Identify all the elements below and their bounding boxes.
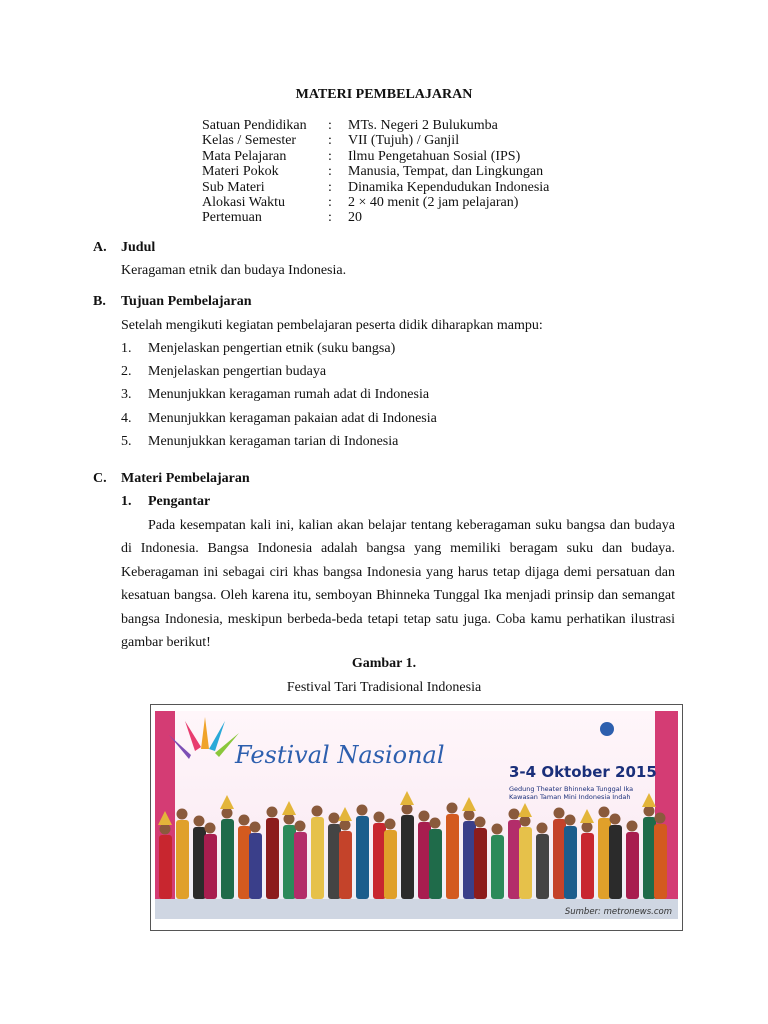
headdress bbox=[580, 809, 594, 823]
section-letter: A. bbox=[93, 240, 107, 255]
section-b-heading bbox=[93, 294, 252, 310]
list-item bbox=[121, 385, 437, 408]
dancer-head bbox=[177, 809, 188, 820]
list-item bbox=[121, 362, 437, 385]
meta-row bbox=[202, 210, 549, 225]
dancer-head bbox=[599, 807, 610, 818]
dancer-figure bbox=[294, 832, 307, 899]
headdress bbox=[462, 797, 476, 811]
feather-decoration-icon bbox=[169, 717, 239, 759]
dancer-figure bbox=[519, 827, 532, 899]
dancer-head bbox=[357, 805, 368, 816]
list-number: 2. bbox=[121, 364, 132, 380]
subsection-heading bbox=[121, 494, 210, 510]
meta-value: VII (Tujuh) / Ganjil bbox=[348, 133, 460, 149]
section-title: Judul bbox=[121, 240, 156, 255]
meta-separator: : bbox=[328, 210, 332, 226]
banner-venue bbox=[509, 785, 669, 801]
dancer-head bbox=[329, 813, 340, 824]
meta-value: MTs. Negeri 2 Bulukumba bbox=[348, 118, 498, 133]
dancer-figure bbox=[204, 834, 217, 899]
crowd-of-dancers-icon bbox=[158, 791, 667, 899]
dancer-figure bbox=[609, 825, 622, 899]
dancer-head bbox=[295, 821, 306, 832]
dancer-head bbox=[627, 821, 638, 832]
meta-key: Sub Materi bbox=[202, 179, 265, 195]
meta-value: 2 × 40 menit (2 jam pelajaran) bbox=[348, 194, 519, 210]
dancer-figure bbox=[401, 815, 414, 899]
dancer-head bbox=[267, 807, 278, 818]
dancer-head bbox=[374, 812, 385, 823]
festival-photo bbox=[150, 704, 683, 931]
section-letter: C. bbox=[93, 471, 107, 486]
list-number: 5. bbox=[121, 433, 132, 449]
section-a-text: Keragaman etnik dan budaya Indonesia. bbox=[121, 263, 347, 278]
dancer-figure bbox=[339, 831, 352, 899]
list-number: 3. bbox=[121, 387, 132, 403]
dancer-figure bbox=[654, 824, 667, 899]
list-number: 4. bbox=[121, 410, 132, 426]
dancer-head bbox=[385, 819, 396, 830]
dancer-figure bbox=[536, 834, 549, 899]
objectives-list bbox=[121, 339, 437, 455]
dancer-figure bbox=[249, 833, 262, 899]
photo-source: Sumber: metronews.com bbox=[564, 907, 672, 917]
headdress bbox=[282, 801, 296, 815]
dancer-figure bbox=[221, 819, 234, 899]
dancer-head bbox=[509, 809, 520, 820]
banner-venue-line: Kawasan Taman Mini Indonesia Indah bbox=[509, 793, 631, 801]
section-a-heading bbox=[93, 240, 155, 256]
dancer-figure bbox=[384, 830, 397, 899]
meta-key: Mata Pelajaran bbox=[202, 148, 287, 164]
subsection-title: Pengantar bbox=[148, 494, 211, 509]
meta-value: Ilmu Pengetahuan Sosial (IPS) bbox=[348, 148, 521, 164]
meta-key: Satuan Pendidikan bbox=[202, 118, 307, 133]
headdress bbox=[400, 791, 414, 805]
list-item bbox=[121, 339, 437, 362]
photo-image bbox=[155, 711, 678, 919]
meta-separator: : bbox=[328, 179, 332, 195]
dancer-figure bbox=[356, 816, 369, 899]
meta-separator: : bbox=[328, 164, 332, 180]
dancer-head bbox=[565, 815, 576, 826]
dancer-figure bbox=[474, 828, 487, 899]
section-title: Tujuan Pembelajaran bbox=[121, 294, 252, 309]
banner-date: 3-4 Oktober 2015 bbox=[509, 763, 657, 781]
list-item bbox=[121, 409, 437, 432]
dancer-head bbox=[644, 806, 655, 817]
dancer-figure bbox=[159, 835, 172, 899]
dancer-figure bbox=[429, 829, 442, 899]
document-title: MATERI PEMBELAJARAN bbox=[295, 87, 473, 102]
headdress bbox=[518, 803, 532, 817]
headdress bbox=[338, 807, 352, 821]
meta-row bbox=[202, 133, 549, 148]
dancer-head bbox=[464, 810, 475, 821]
dancer-head bbox=[340, 820, 351, 831]
dancer-head bbox=[610, 814, 621, 825]
dancer-head bbox=[222, 808, 233, 819]
meta-row bbox=[202, 164, 549, 179]
list-text: Menjelaskan pengertian budaya bbox=[148, 364, 327, 380]
meta-key: Alokasi Waktu bbox=[202, 194, 285, 210]
meta-row bbox=[202, 149, 549, 164]
dancer-head bbox=[520, 816, 531, 827]
dancer-head bbox=[205, 823, 216, 834]
meta-key: Pertemuan bbox=[202, 210, 262, 226]
intro-paragraph: Pada kesempatan kali ini, kalian akan belajar tentang keberagaman suku bangsa dan budaya di Indonesia. Bangsa Indonesia adalah bangsa yang memiliki beragam suku dan budaya. Keberagaman ini sebagai ciri khas bangsa Indonesia yang harus tetap dijaga demi persatuan dan kesatuan bangsa. Oleh karena itu, semboyan Bhinneka Tunggal Ika menjadi prinsip dan semangat bangsa Indonesia, meskipun berbeda-beda tetapi tetap satu juga. Coba kamu perhatikan ilustrasi gambar berikut! bbox=[121, 518, 675, 651]
subsection-number: 1. bbox=[121, 494, 132, 509]
list-number: 1. bbox=[121, 341, 132, 356]
photo-illustration bbox=[155, 711, 678, 919]
dancer-head bbox=[312, 806, 323, 817]
dancer-head bbox=[475, 817, 486, 828]
meta-key: Materi Pokok bbox=[202, 164, 279, 180]
banner-venue-line: Gedung Theater Bhinneka Tunggal Ika bbox=[509, 785, 634, 793]
meta-value: Manusia, Tempat, dan Lingkungan bbox=[348, 164, 544, 180]
dancer-head bbox=[284, 814, 295, 825]
list-text: Menunjukkan keragaman tarian di Indonesia bbox=[148, 433, 399, 449]
list-text: Menunjukkan keragaman rumah adat di Indonesia bbox=[148, 387, 430, 403]
meta-key: Kelas / Semester bbox=[202, 133, 297, 149]
section-b-intro: Setelah mengikuti kegiatan pembelajaran peserta didik diharapkan mampu: bbox=[121, 318, 543, 333]
dancer-head bbox=[554, 808, 565, 819]
list-text: Menunjukkan keragaman pakaian adat di Indonesia bbox=[148, 410, 437, 426]
dancer-head bbox=[430, 818, 441, 829]
dancer-head bbox=[160, 824, 171, 835]
dancer-head bbox=[655, 813, 666, 824]
meta-value: 20 bbox=[348, 210, 362, 226]
dancer-head bbox=[447, 803, 458, 814]
dancer-head bbox=[250, 822, 261, 833]
dancer-head bbox=[537, 823, 548, 834]
meta-row bbox=[202, 195, 549, 210]
meta-table bbox=[202, 118, 549, 226]
headdress bbox=[220, 795, 234, 809]
dancer-head bbox=[239, 815, 250, 826]
meta-separator: : bbox=[328, 148, 332, 164]
dancer-head bbox=[402, 804, 413, 815]
figure-label: Gambar 1. bbox=[351, 656, 417, 671]
list-text: Menjelaskan pengertian etnik (suku bangsa) bbox=[148, 341, 396, 356]
dancer-figure bbox=[581, 833, 594, 899]
dancer-head bbox=[419, 811, 430, 822]
dancer-figure bbox=[491, 835, 504, 899]
dancer-figure bbox=[564, 826, 577, 899]
list-item bbox=[121, 432, 437, 455]
dancer-head bbox=[582, 822, 593, 833]
banner-script-text: Festival Nasional bbox=[235, 741, 445, 769]
dancer-figure bbox=[266, 818, 279, 899]
ministry-logo-icon bbox=[600, 722, 614, 736]
section-letter: B. bbox=[93, 294, 106, 309]
meta-separator: : bbox=[328, 133, 332, 149]
figure-caption: Festival Tari Tradisional Indonesia bbox=[286, 680, 482, 695]
meta-value: Dinamika Kependudukan Indonesia bbox=[348, 179, 550, 195]
section-title: Materi Pembelajaran bbox=[121, 471, 250, 486]
meta-row bbox=[202, 180, 549, 195]
dancer-figure bbox=[176, 820, 189, 899]
meta-separator: : bbox=[328, 194, 332, 210]
meta-row bbox=[202, 118, 549, 133]
meta-separator: : bbox=[328, 118, 332, 133]
dancer-figure bbox=[311, 817, 324, 899]
section-c-heading bbox=[93, 471, 250, 487]
dancer-figure bbox=[626, 832, 639, 899]
dancer-figure bbox=[446, 814, 459, 899]
dancer-head bbox=[194, 816, 205, 827]
dancer-head bbox=[492, 824, 503, 835]
